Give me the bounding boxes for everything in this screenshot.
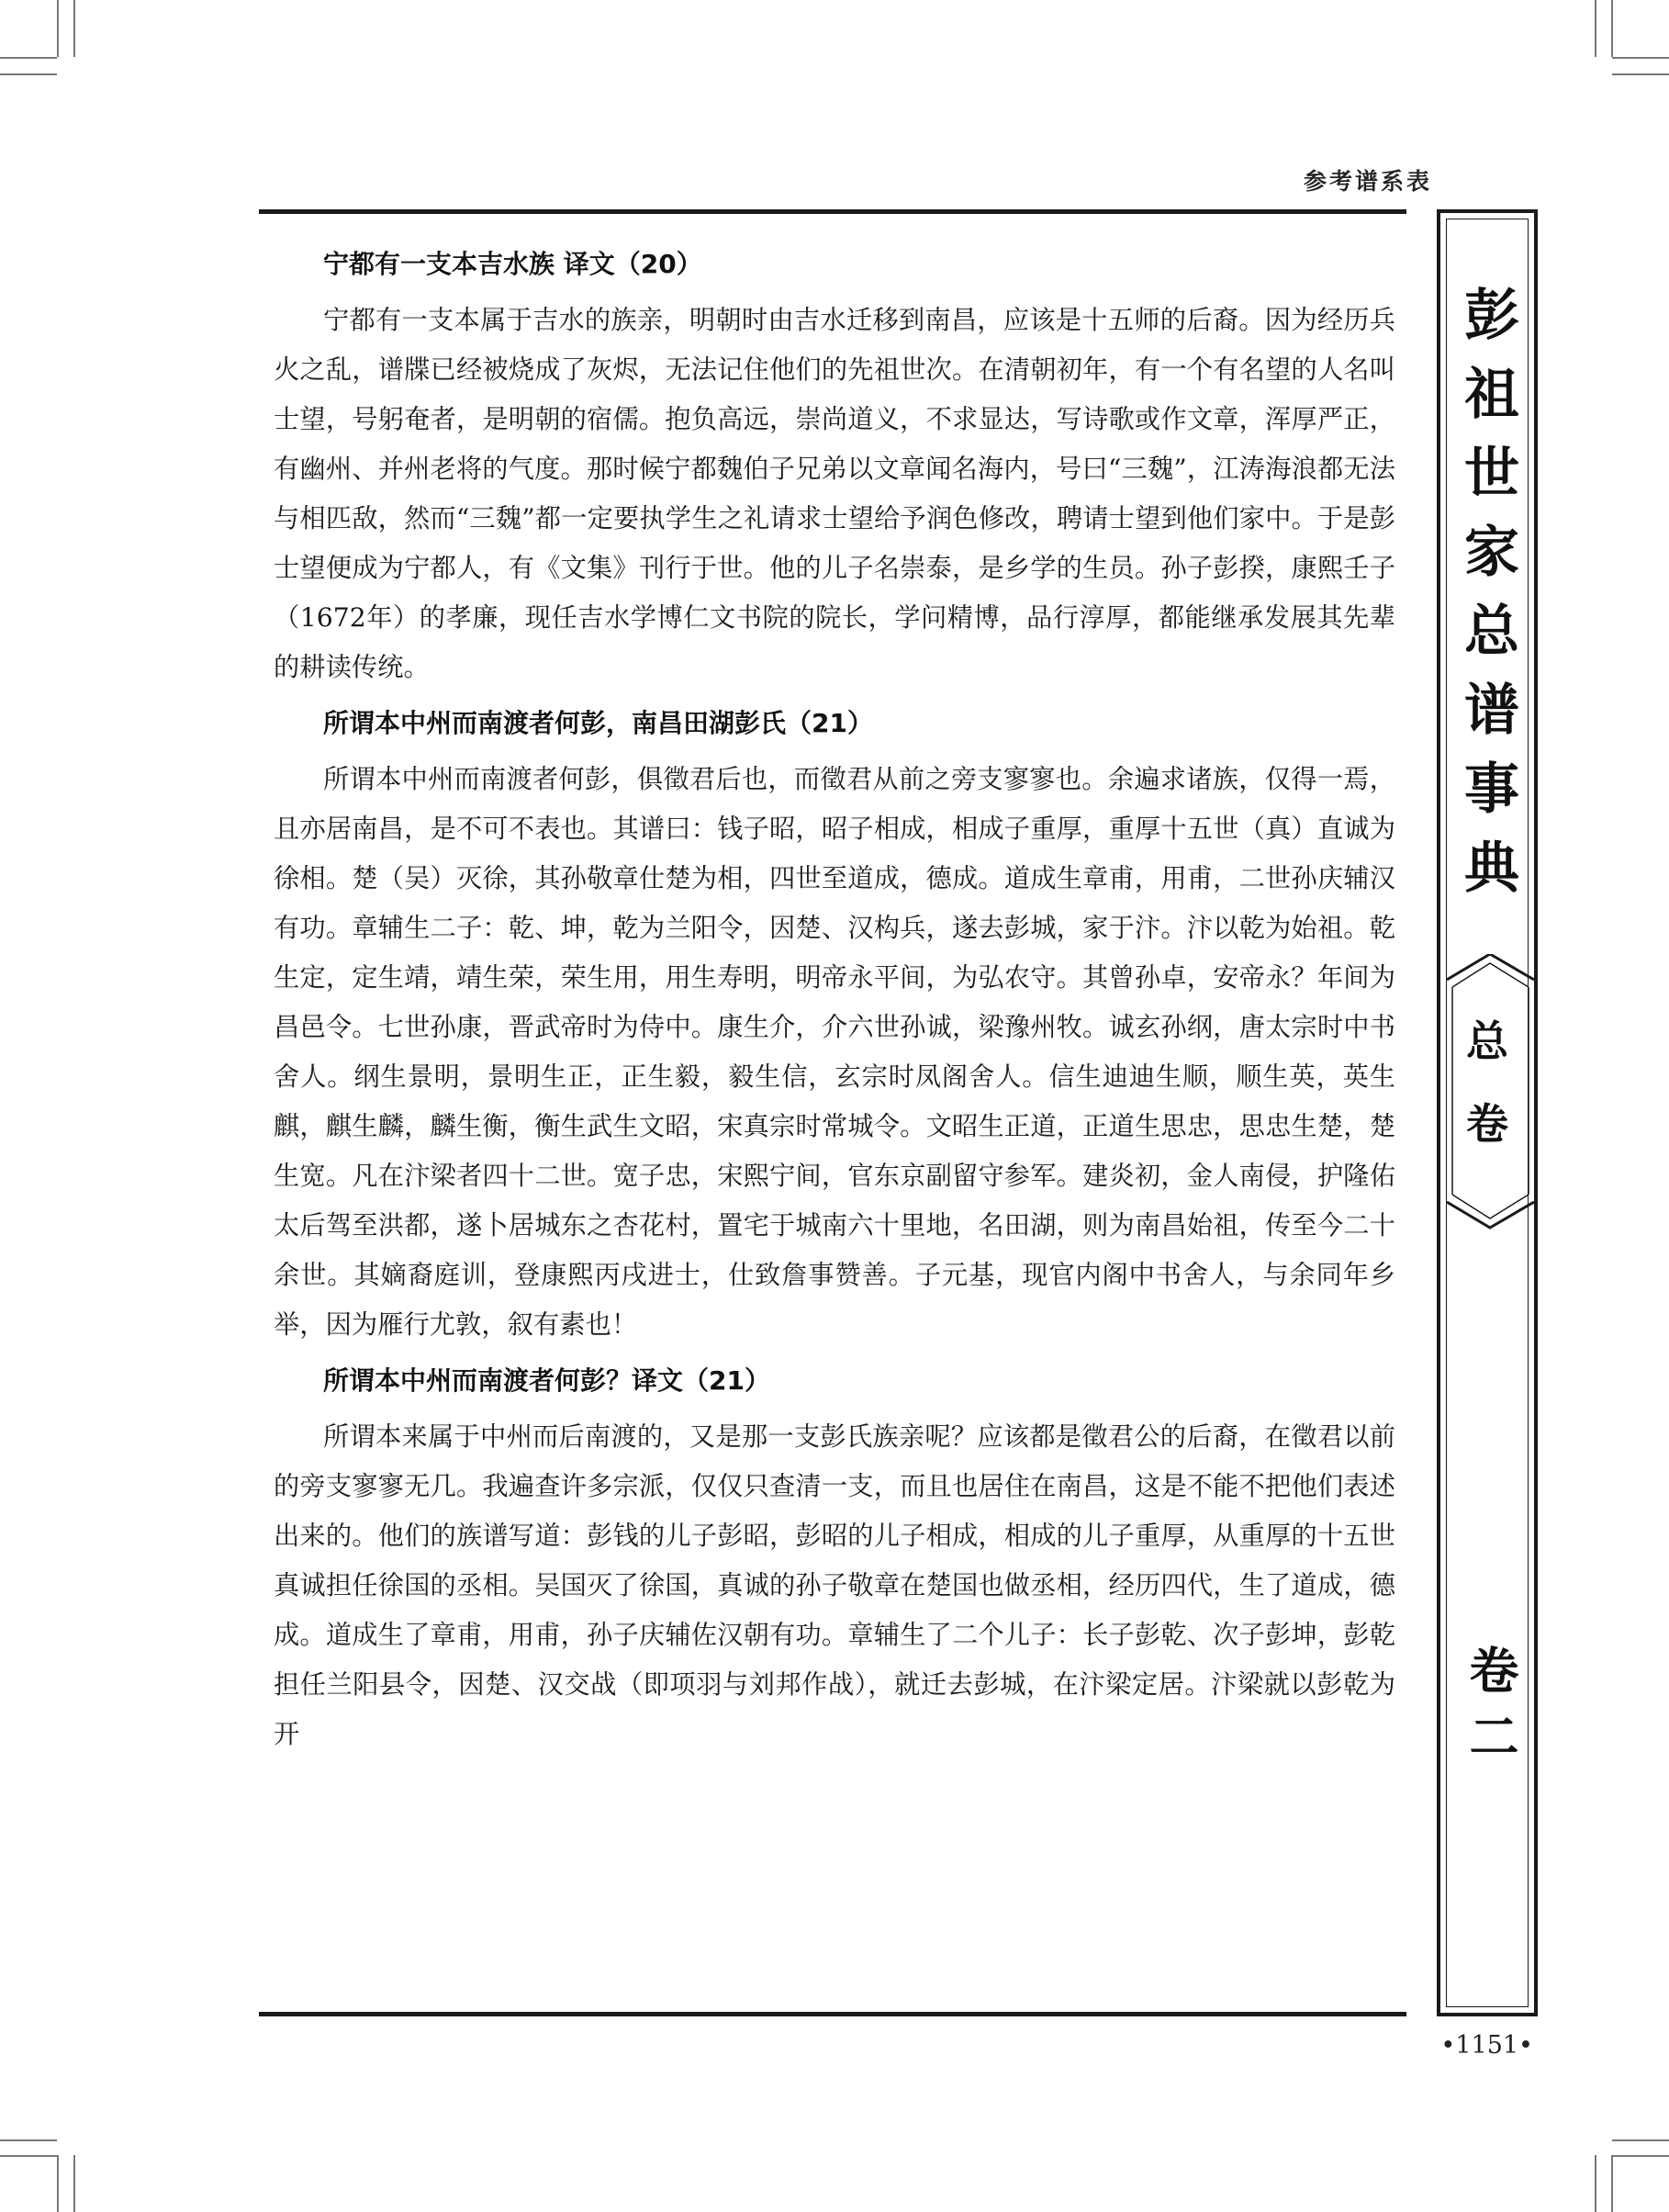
crop-mark [1612,2139,1669,2141]
sidebar-inner-frame [1446,219,1529,2007]
section-heading: 宁都有一支本吉水族 译文（20） [323,249,702,279]
section-paragraph: 所谓本中州而南渡者何彭，俱徵君后也，而徵君从前之旁支寥寥也。余遍求诸族，仅得一焉，且亦居南昌，是不可不表也。其谱曰：钱子昭，昭子相成，相成子重厚，重厚十五世（真）直诚为徐相。楚（吴）灭徐，其孙敬章仕楚为相，四世至道成，德成。道成生章甫，用甫，二世孙庆辅汉有功。章辅生二子：乾、坤，乾为兰阳令，因楚、汉构兵，遂去彭城，家于汴。汴以乾为始祖。乾生定，定生靖，靖生荣，荣生用，用生寿明，明帝永平间，为弘农守。其曾孙卓，安帝永？年间为昌邑令。七世孙康，晋武帝时为侍中。康生介，介六世孙诚，梁豫州牧。诚玄孙纲，唐太宗时中书舍人。纲生景明，景明生正，正生毅，毅生信，玄宗时凤阁舍人。信生迪迪生顺，顺生英，英生麒，麒生麟，麟生衡，衡生武生文昭，宋真宗时常城令。文昭生正道，正道生思忠，思忠生楚，楚生宽。凡在汴梁者四十二世。宽子忠，宋熙宁间，官东京副留守参军。建炎初，金人南侵，护隆佑太后驾至洪都，遂卜居城东之杏花村，置宅于城南六十里地，名田湖，则为南昌始祖，传至今二十余世。其嫡裔庭训，登康熙丙戌进士，仕致詹事赞善。子元基，现官内阁中书舍人，与余同年乡举，因为雁行尤敦，叙有素也！ [274,764,1395,1340]
crop-mark [0,2155,57,2157]
crop-mark [0,73,57,75]
section-3 [274,1363,1395,1759]
section-paragraph: 宁都有一支本属于吉水的族亲，明朝时由吉水迁移到南昌，应该是十五师的后裔。因为经历兵火之乱，谱牒已经被烧成了灰烬，无法记住他们的先祖世次。在清朝初年，有一个有名望的人名叫士望，号躬奄者，是明朝的宿儒。抱负高远，崇尚道义，不求显达，写诗歌或作文章，浑厚严正，有幽州、并州老将的气度。那时候宁都魏伯子兄弟以文章闻名海内，号曰“三魏”，江涛海浪都无法与相匹敌，然而“三魏”都一定要执学生之礼请求士望给予润色修改，聘请士望到他们家中。于是彭士望便成为宁都人，有《文集》刊行于世。他的儿子名崇泰，是乡学的生员。孙子彭揆，康熙壬子（1672年）的孝廉，现任吉水学博仁文书院的院长，学问精博，品行淳厚，都能继承发展其先辈的耕读传统。 [274,305,1395,682]
crop-mark [0,2139,57,2141]
sidebar-frame [1437,209,1538,2016]
crop-mark [1611,0,1613,57]
book-title: 彭祖世家总谱事典 [1455,286,1519,917]
crop-mark [1612,57,1669,59]
crop-mark [1611,2155,1613,2212]
running-header: 参考谱系表 [1303,168,1432,195]
section-heading: 所谓本中州而南渡者何彭，南昌田湖彭氏（21） [323,708,873,738]
section-paragraph: 所谓本来属于中州而后南渡的，又是那一支彭氏族亲呢？应该都是徵君公的后裔，在徵君以前的旁支寥寥无几。我遍查许多宗派，仅仅只查清一支，而且也居住在南昌，这是不能不把他们表述出来的。他们的族谱写道：彭钱的儿子彭昭，彭昭的儿子相成，相成的儿子重厚，从重厚的十五世真诚担任徐国的丞相。吴国灭了徐国，真诚的孙子敬章在楚国也做丞相，经历四代，生了道成，德成。道成生了章甫，用甫，孙子庆辅佐汉朝有功。章辅生了二个儿子：长子彭乾、次子彭坤，彭乾担任兰阳县令，因楚、汉交战（即项羽与刘邦作战），就迁去彭城，在汴梁定居。汴梁就以彭乾为开 [274,1421,1395,1749]
page-number: •1151• [1440,2031,1533,2060]
main-content [274,246,1395,1772]
section-label-bottom: 卷 [1466,1099,1508,1149]
crop-mark [73,0,75,57]
crop-mark [1595,2155,1596,2212]
crop-mark [57,0,59,57]
bottom-rule [259,2012,1406,2016]
crop-mark [0,57,57,59]
crop-mark [73,2155,75,2212]
crop-mark [57,2155,59,2212]
crop-mark [1612,73,1669,75]
crop-mark [1595,0,1596,57]
section-1 [274,246,1395,692]
top-rule [259,209,1406,214]
section-ornament [1447,954,1534,1230]
section-2 [274,705,1395,1350]
volume-label: 卷二 [1462,1645,1519,1777]
section-label-top: 总 [1466,1016,1508,1066]
section-heading: 所谓本中州而南渡者何彭？译文（21） [323,1365,770,1396]
crop-mark [1612,2155,1669,2157]
